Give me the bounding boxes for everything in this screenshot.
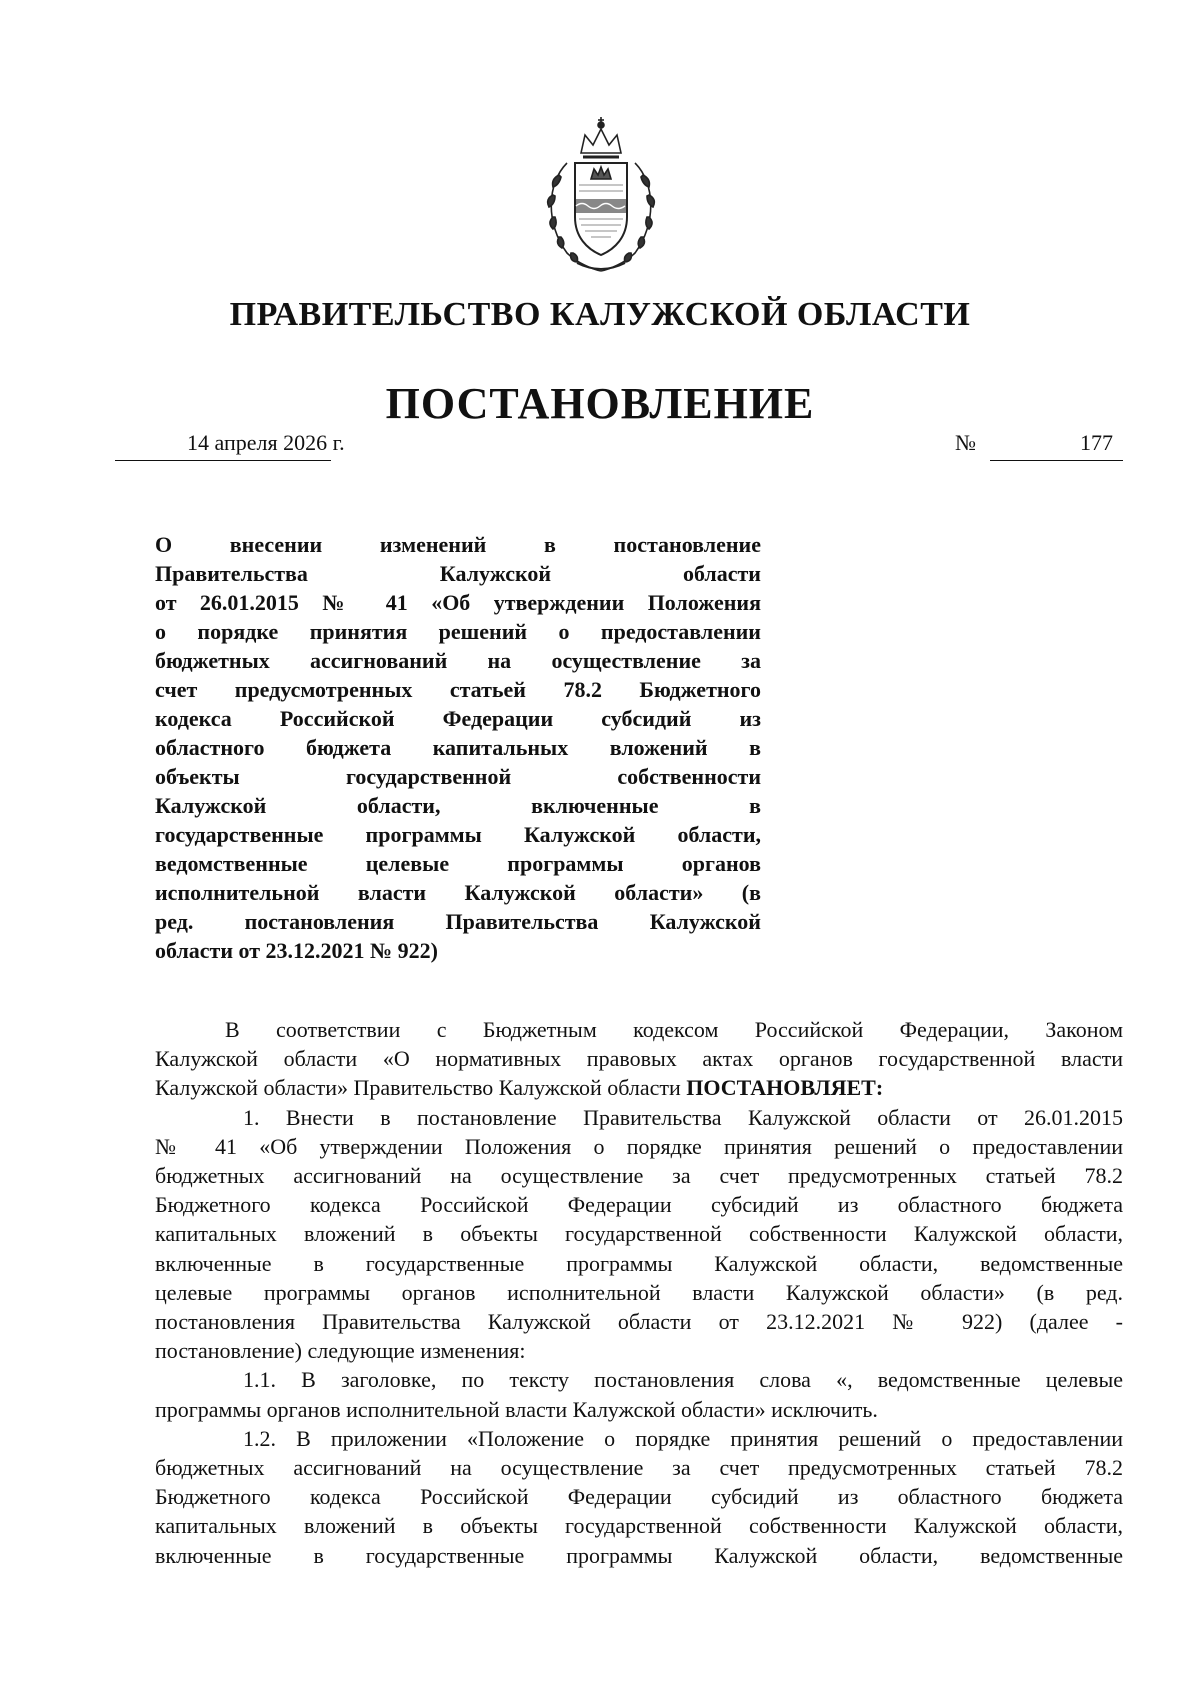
body-line: В соответствии с Бюджетным кодексом Российской Федерации, Законом (225, 1017, 1123, 1042)
document-body (155, 1015, 1123, 1570)
coat-of-arms-emblem (537, 113, 665, 277)
resolves-keyword: ПОСТАНОВЛЯЕТ: (686, 1075, 884, 1101)
subject-line: счет предусмотренных статьей 78.2 Бюджетного (155, 677, 761, 702)
body-line (155, 1073, 1123, 1102)
body-line: 1.2. В приложении «Положение о порядке принятия решений о предоставлении (243, 1425, 1123, 1451)
subject-line: областного бюджета капитальных вложений в (155, 735, 761, 760)
body-line: бюджетных ассигнований на осуществление за счет предусмотренных статьей 78.2 (155, 1163, 1123, 1189)
body-line: бюджетных ассигнований на осуществление за счет предусмотренных статьей 78.2 (155, 1455, 1123, 1481)
subject-line: Правительства Калужской области (155, 561, 761, 586)
body-line: Бюджетного кодекса Российской Федерации субсидий из областного бюджета (155, 1192, 1123, 1218)
subject-line: О внесении изменений в постановление (155, 532, 761, 557)
subject-line: государственные программы Калужской области, (155, 822, 761, 847)
body-line: постановление) следующие изменения: (155, 1338, 526, 1364)
body-text: Калужской области» Правительство Калужской области (155, 1075, 687, 1101)
subject-line: о порядке принятия решений о предоставлении (155, 619, 761, 644)
subject-line: исполнительной власти Калужской области» (в (155, 880, 761, 905)
body-line: программы органов исполнительной власти Калужской области» исключить. (155, 1396, 878, 1422)
body-line: включенные в государственные программы Калужской области, ведомственные (155, 1250, 1123, 1276)
body-line: постановления Правительства Калужской области от 23.12.2021 № 922) (далее - (155, 1309, 1123, 1335)
body-line: 1.1. В заголовке, по тексту постановления слова «, ведомственные целевые (243, 1367, 1123, 1393)
subject-line: от 26.01.2015 № 41 «Об утверждении Положения (155, 590, 761, 615)
body-line: капитальных вложений в объекты государственной собственности Калужской области, (155, 1221, 1123, 1247)
government-title: ПРАВИТЕЛЬСТВО КАЛУЖСКОЙ ОБЛАСТИ (229, 296, 971, 333)
document-date: 14 апреля 2026 г. (187, 430, 345, 455)
subject-line: ред. постановления Правительства Калужской (155, 909, 761, 934)
body-line: Калужской области «О нормативных правовых актах органов государственной власти (155, 1046, 1123, 1072)
subject-line: Калужской области, включенные в (155, 793, 761, 818)
body-line: 1. Внести в постановление Правительства Калужской области от 26.01.2015 (243, 1104, 1123, 1130)
subject-line: области от 23.12.2021 № 922) (155, 938, 438, 963)
body-line: включенные в государственные программы Калужской области, ведомственные (155, 1542, 1123, 1568)
document-number-field (955, 430, 1123, 460)
document-subject (155, 530, 761, 965)
body-line: целевые программы органов исполнительной власти Калужской области» (в ред. (155, 1279, 1123, 1305)
body-line: капитальных вложений в объекты государственной собственности Калужской области, (155, 1513, 1123, 1539)
subject-line: бюджетных ассигнований на осуществление за (155, 648, 761, 673)
subject-line: кодекса Российской Федерации субсидий из (155, 706, 761, 731)
document-number: 177 (1080, 430, 1113, 455)
number-underline (990, 430, 1123, 461)
number-sign: № (955, 430, 976, 455)
document-date-field (115, 430, 345, 461)
subject-line: объекты государственной собственности (155, 764, 761, 789)
document-type-title: ПОСТАНОВЛЕНИЕ (385, 379, 815, 428)
body-line: № 41 «Об утверждении Положения о порядке принятия решений о предоставлении (155, 1133, 1123, 1159)
body-line: Бюджетного кодекса Российской Федерации субсидий из областного бюджета (155, 1484, 1123, 1510)
subject-line: ведомственные целевые программы органов (155, 851, 761, 876)
